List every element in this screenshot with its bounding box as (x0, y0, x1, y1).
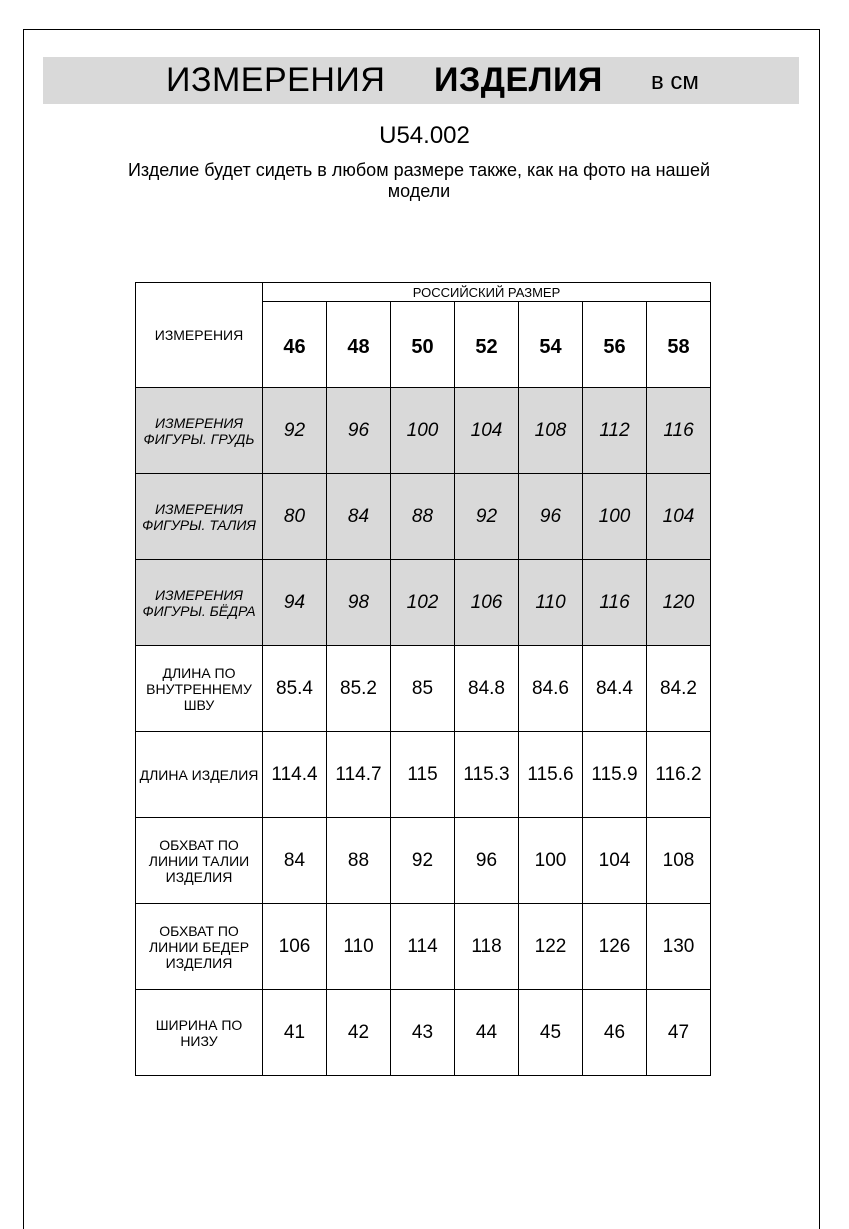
measurement-value: 116.2 (647, 732, 711, 818)
measurement-value: 110 (327, 904, 391, 990)
size-header-cell: 48 (327, 302, 391, 388)
measurement-value: 96 (519, 474, 583, 560)
measurement-value: 122 (519, 904, 583, 990)
measurement-value: 104 (455, 388, 519, 474)
title-item: ИЗДЕЛИЯ (434, 61, 603, 99)
fit-note: Изделие будет сидеть в любом размере также, как на фото на нашей модели (127, 160, 711, 201)
measurement-value: 126 (583, 904, 647, 990)
measurement-value: 108 (519, 388, 583, 474)
measurement-label: ШИРИНА ПО НИЗУ (136, 990, 263, 1076)
measurement-value: 118 (455, 904, 519, 990)
measurement-row (136, 904, 711, 990)
measurement-value: 114.7 (327, 732, 391, 818)
measurement-row (136, 474, 711, 560)
measurement-label: ДЛИНА ПО ВНУТРЕННЕМУ ШВУ (136, 646, 263, 732)
measurement-value: 115.9 (583, 732, 647, 818)
title-measurements: ИЗМЕРЕНИЯ (166, 61, 386, 99)
measurement-value: 88 (391, 474, 455, 560)
measurement-value: 114 (391, 904, 455, 990)
measurement-value: 104 (583, 818, 647, 904)
size-header-cell: 58 (647, 302, 711, 388)
measurement-value: 85.2 (327, 646, 391, 732)
measurement-value: 47 (647, 990, 711, 1076)
measurement-value: 84.8 (455, 646, 519, 732)
measurement-value: 130 (647, 904, 711, 990)
measurement-label: ОБХВАТ ПО ЛИНИИ ТАЛИИ ИЗДЕЛИЯ (136, 818, 263, 904)
corner-header: ИЗМЕРЕНИЯ (136, 283, 263, 388)
measurement-value: 84.2 (647, 646, 711, 732)
measurement-row (136, 818, 711, 904)
measurement-value: 85 (391, 646, 455, 732)
measurement-label: ИЗМЕРЕНИЯ ФИГУРЫ. БЁДРА (136, 560, 263, 646)
measurement-value: 108 (647, 818, 711, 904)
measurement-value: 96 (327, 388, 391, 474)
measurement-value: 84 (327, 474, 391, 560)
title-unit: в см (651, 68, 699, 95)
measurement-value: 100 (583, 474, 647, 560)
measurement-value: 106 (263, 904, 327, 990)
measurement-label: ИЗМЕРЕНИЯ ФИГУРЫ. ГРУДЬ (136, 388, 263, 474)
size-table (135, 282, 711, 1076)
measurement-value: 115.6 (519, 732, 583, 818)
measurement-row (136, 990, 711, 1076)
size-header-cell: 56 (583, 302, 647, 388)
measurement-value: 43 (391, 990, 455, 1076)
product-code: U54.002 (379, 122, 470, 149)
measurement-value: 94 (263, 560, 327, 646)
measurement-value: 98 (327, 560, 391, 646)
measurement-value: 84 (263, 818, 327, 904)
measurement-label: ОБХВАТ ПО ЛИНИИ БЕДЕР ИЗДЕЛИЯ (136, 904, 263, 990)
measurement-value: 92 (391, 818, 455, 904)
measurement-value: 42 (327, 990, 391, 1076)
measurement-value: 84.4 (583, 646, 647, 732)
measurement-row (136, 732, 711, 818)
size-header-cell: 50 (391, 302, 455, 388)
size-header-cell: 52 (455, 302, 519, 388)
measurement-value: 92 (455, 474, 519, 560)
measurement-value: 45 (519, 990, 583, 1076)
measurement-value: 104 (647, 474, 711, 560)
measurement-value: 120 (647, 560, 711, 646)
measurement-value: 96 (455, 818, 519, 904)
measurement-value: 116 (647, 388, 711, 474)
measurement-value: 92 (263, 388, 327, 474)
measurement-label: ИЗМЕРЕНИЯ ФИГУРЫ. ТАЛИЯ (136, 474, 263, 560)
measurement-value: 85.4 (263, 646, 327, 732)
measurement-value: 100 (519, 818, 583, 904)
measurement-value: 115.3 (455, 732, 519, 818)
measurement-label: ДЛИНА ИЗДЕЛИЯ (136, 732, 263, 818)
measurement-value: 100 (391, 388, 455, 474)
size-header-cell: 54 (519, 302, 583, 388)
measurement-row (136, 388, 711, 474)
measurement-value: 88 (327, 818, 391, 904)
measurement-value: 115 (391, 732, 455, 818)
measurement-value: 80 (263, 474, 327, 560)
measurement-value: 41 (263, 990, 327, 1076)
measurement-value: 112 (583, 388, 647, 474)
measurement-value: 84.6 (519, 646, 583, 732)
measurement-value: 106 (455, 560, 519, 646)
measurement-value: 116 (583, 560, 647, 646)
measurement-value: 44 (455, 990, 519, 1076)
size-header-cell: 46 (263, 302, 327, 388)
measurement-value: 102 (391, 560, 455, 646)
measurement-value: 110 (519, 560, 583, 646)
measurement-value: 46 (583, 990, 647, 1076)
size-group-header: РОССИЙСКИЙ РАЗМЕР (263, 283, 711, 302)
measurement-value: 114.4 (263, 732, 327, 818)
measurement-row (136, 560, 711, 646)
measurement-row (136, 646, 711, 732)
